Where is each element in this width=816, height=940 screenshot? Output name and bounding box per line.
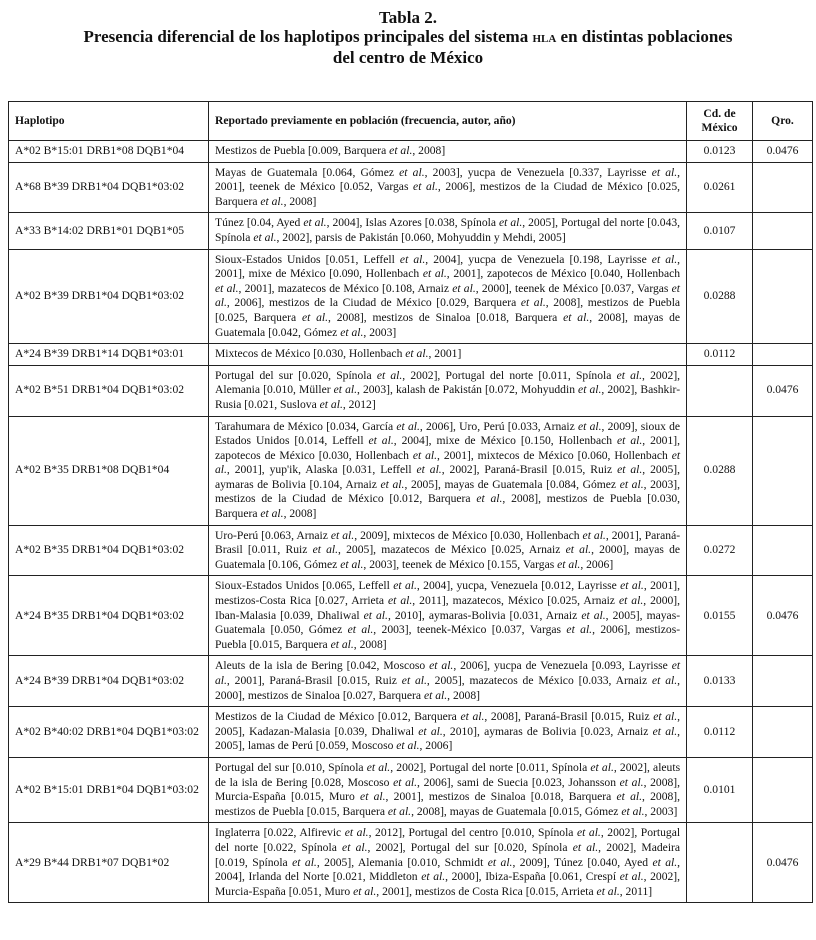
qro-frequency-cell <box>753 344 813 366</box>
header-haplotipo: Haplotipo <box>9 102 209 141</box>
et-al-italic: et al. <box>214 448 681 477</box>
et-al-italic: et al. <box>401 674 427 687</box>
et-al-italic: et al. <box>653 710 678 724</box>
et-al-italic: et al. <box>578 383 602 397</box>
haplotype-cell: A*24 B*39 DRB1*14 DQB1*03:01 <box>9 344 209 366</box>
header-qro: Qro. <box>753 102 813 141</box>
et-al-italic: et al. <box>416 463 442 477</box>
header-cdmx <box>687 102 753 141</box>
haplotype-cell: A*02 B*40:02 DRB1*04 DQB1*03:02 <box>9 707 209 758</box>
header-reportado: Reportado previamente en población (frecuencia, autor, año) <box>208 102 686 141</box>
et-al-italic: et al. <box>520 296 546 310</box>
cdmx-frequency-cell: 0.0112 <box>687 344 753 366</box>
et-al-italic: et al. <box>333 383 357 397</box>
reported-populations-cell: Sioux-Estados Unidos [0.051, Leffell et al., 2004], yucpa de Venezuela [0.198, Layrisse et al., 2001], mixe de México [0.090, Hollenbach et al., 2001], zapotecos de México [0.040, Hollenbach et al., 2001], mazatecos de México [0.108, Arnaiz et al., 2000], teenek de México [0.037, Vargas et al., 2006], mestizos de la Ciudad de México [0.029, Barquera et al., 2008], mestizos de Puebla [0.025, Barquera et al., 2008], mestizos de Sinaloa [0.018, Barquera et al., 2008], mayas de Guatemala [0.042, Gómez et al., 2003] <box>208 249 686 344</box>
header-cdmx-line2: México <box>701 121 738 134</box>
haplotype-cell: A*02 B*35 DRB1*08 DQB1*04 <box>9 416 209 525</box>
haplotype-cell: A*02 B*39 DRB1*04 DQB1*03:02 <box>9 249 209 344</box>
reported-populations-cell: Mestizos de Puebla [0.009, Barquera et al., 2008] <box>208 141 686 163</box>
reported-populations-cell: Uro-Perú [0.063, Arnaiz et al., 2009], mixtecos de México [0.030, Hollenbach et al., 2001], Paraná-Brasil [0.011, Ruiz et al., 2005], mazatecos de México [0.025, Arnaiz et al., 2000], mayas de Guatemala [0.106, Gómez et al., 2003], teenek de México [0.155, Vargas et al., 2006] <box>208 525 686 576</box>
et-al-italic: et al. <box>616 368 643 382</box>
et-al-italic: et al. <box>429 659 454 673</box>
et-al-italic: et al. <box>619 477 644 491</box>
reported-populations-cell: Aleuts de la isla de Bering [0.042, Moscoso et al., 2006], yucpa de Venezuela [0.093, Layrisse et al., 2001], Paraná-Brasil [0.015, Ruiz et al., 2005], mazatecos de México [0.033, Arnaiz et al., 2000], mestizos de Sinaloa [0.027, Barquera et al., 2008] <box>208 656 686 707</box>
et-al-italic: et al. <box>366 760 391 774</box>
table-row <box>9 823 813 903</box>
haplotype-table <box>8 101 813 903</box>
et-al-italic: et al. <box>566 623 593 637</box>
et-al-italic: et al. <box>214 281 239 295</box>
qro-frequency-cell <box>753 757 813 822</box>
table-row <box>9 162 813 213</box>
et-al-italic: et al. <box>590 760 614 774</box>
cdmx-frequency-cell: 0.0107 <box>687 213 753 249</box>
et-al-italic: et al. <box>565 543 592 557</box>
et-al-italic: et al. <box>312 543 339 557</box>
et-al-italic: et al. <box>422 267 447 281</box>
cdmx-frequency-cell: 0.0288 <box>687 416 753 525</box>
header-cdmx-line1: Cd. de <box>703 107 736 120</box>
et-al-italic: et al. <box>292 855 317 869</box>
et-al-italic: et al. <box>652 855 678 869</box>
et-al-italic: et al. <box>368 434 394 448</box>
cdmx-frequency-cell: 0.0101 <box>687 757 753 822</box>
et-al-italic: et al. <box>563 310 590 324</box>
qro-frequency-cell: 0.0476 <box>753 576 813 656</box>
et-al-italic: et al. <box>303 216 327 230</box>
et-al-italic: et al. <box>651 252 678 266</box>
et-al-italic: et al. <box>353 884 377 898</box>
et-al-italic: et al. <box>651 165 678 179</box>
et-al-italic: et al. <box>260 507 284 521</box>
reported-populations-cell: Mestizos de la Ciudad de México [0.012, Barquera et al., 2008], Paraná-Brasil [0.015, Ruiz et al., 2005], Kadazan-Malasia [0.039, Dhaliwal et al., 2010], aymaras de Bolivia [0.023, Arnaiz et al., 2005], lamas de Perú [0.059, Moscoso et al., 2006] <box>208 707 686 758</box>
et-al-italic: et al. <box>396 739 420 753</box>
et-al-italic: et al. <box>393 775 418 789</box>
cdmx-frequency-cell: 0.0155 <box>687 576 753 656</box>
title-text-post: en distintas poblaciones <box>556 27 733 46</box>
qro-frequency-cell: 0.0476 <box>753 141 813 163</box>
haplotype-cell: A*02 B*15:01 DRB1*04 DQB1*03:02 <box>9 757 209 822</box>
et-al-italic: et al. <box>582 528 606 542</box>
reported-populations-cell: Inglaterra [0.022, Alfirevic et al., 2012], Portugal del centro [0.010, Spínola et al., 2002], Portugal del norte [0.022, Spínola et al., 2002], Portugal del sur [0.020, Spínola et al., 2002], Madeira [0.019, Spínola et al., 2005], Alemania [0.010, Schmidt et al., 2009], Túnez [0.040, Ayed et al., 2004], Irlanda del Norte [0.021, Middleton et al., 2000], Ibiza-España [0.061, Crespí et al., 2002], Murcia-España [0.051, Muro et al., 2001], mestizos de Costa Rica [0.015, Arrieta et al., 2011] <box>208 823 686 903</box>
et-al-italic: et al. <box>576 826 601 840</box>
table-row <box>9 213 813 249</box>
et-al-italic: et al. <box>260 194 284 208</box>
table-number: Tabla 2. <box>379 8 437 27</box>
table-row <box>9 416 813 525</box>
et-al-italic: et al. <box>620 579 644 593</box>
table-caption <box>0 0 816 67</box>
et-al-italic: et al. <box>652 674 678 687</box>
cdmx-frequency-cell <box>687 823 753 903</box>
et-al-italic: et al. <box>387 804 412 818</box>
et-al-italic: et al. <box>617 463 643 477</box>
et-al-italic: et al. <box>618 594 644 608</box>
haplotype-cell: A*33 B*14:02 DRB1*01 DQB1*05 <box>9 213 209 249</box>
et-al-italic: et al. <box>421 870 446 884</box>
reported-populations-cell: Mayas de Guatemala [0.064, Gómez et al., 2003], yucpa de Venezuela [0.337, Layrisse et al., 2001], teenek de México [0.052, Vargas et al., 2006], mestizos de la Ciudad de México [0.025, Barquera et al., 2008] <box>208 162 686 213</box>
et-al-italic: et al. <box>619 870 644 884</box>
et-al-italic: et al. <box>412 448 438 462</box>
table-title-line-2: del centro de México <box>332 48 484 67</box>
et-al-italic: et al. <box>253 230 277 244</box>
et-al-italic: et al. <box>652 724 678 738</box>
table-header-row <box>9 102 813 141</box>
et-al-italic: et al. <box>476 492 503 506</box>
table-row <box>9 344 813 366</box>
et-al-italic: et al. <box>214 659 681 687</box>
et-al-italic: et al. <box>214 281 681 310</box>
cdmx-frequency-cell: 0.0112 <box>687 707 753 758</box>
et-al-italic: et al. <box>301 310 329 324</box>
title-text-pre: Presencia diferencial de los haplotipos principales del sistema <box>83 27 533 46</box>
reported-populations-cell: Túnez [0.04, Ayed et al., 2004], Islas Azores [0.038, Spínola et al., 2005], Portugal del norte [0.043, Spínola et al., 2002], parsis de Pakistán [0.060, Mohyuddin y Mehdi, 2005] <box>208 213 686 249</box>
reported-populations-cell: Sioux-Estados Unidos [0.065, Leffell et al., 2004], yucpa, Venezuela [0.012, Layrisse et al., 2001], mestizos-Costa Rica [0.027, Arrieta et al., 2011], mazatecos, México [0.025, Arnaiz et al., 2000], Iban-Malasia [0.039, Dhaliwal et al., 2010], aymaras-Bolivia [0.031, Arnaiz et al., 2005], mayas-Guatemala [0.050, Gómez et al., 2003], teenek-México [0.037, Vargas et al., 2006], mestizos-Puebla [0.015, Barquera et al., 2008] <box>208 576 686 656</box>
et-al-italic: et al. <box>577 419 602 433</box>
et-al-italic: et al. <box>393 579 417 593</box>
et-al-italic: et al. <box>487 855 513 869</box>
table-row <box>9 656 813 707</box>
qro-frequency-cell <box>753 162 813 213</box>
et-al-italic: et al. <box>423 688 448 702</box>
et-al-italic: et al. <box>344 826 369 840</box>
table-title-line-1 <box>0 27 816 48</box>
et-al-italic: et al. <box>616 790 642 804</box>
et-al-italic: et al. <box>389 144 413 157</box>
et-al-italic: et al. <box>330 528 355 542</box>
et-al-italic: et al. <box>619 775 644 789</box>
qro-frequency-cell <box>753 213 813 249</box>
haplotype-cell: A*29 B*44 DRB1*07 DQB1*02 <box>9 823 209 903</box>
et-al-italic: et al. <box>360 790 386 804</box>
haplotype-cell: A*24 B*35 DRB1*04 DQB1*03:02 <box>9 576 209 656</box>
et-al-italic: et al. <box>418 724 443 738</box>
qro-frequency-cell <box>753 249 813 344</box>
et-al-italic: et al. <box>399 252 426 266</box>
reported-populations-cell: Portugal del sur [0.010, Spínola et al., 2002], Portugal del norte [0.011, Spínola et al., 2002], aleuts de la isla de Bering [0.028, Moscoso et al., 2006], sami de Suecia [0.023, Johansson et al., 2008], Murcia-España [0.015, Muro et al., 2001], mestizos de Sinaloa [0.018, Barquera et al., 2008], mestizos de Puebla [0.015, Barquera et al., 2008], mayas de Guatemala [0.015, Gómez et al., 2003] <box>208 757 686 822</box>
et-al-italic: et al. <box>572 840 599 854</box>
haplotype-cell: A*02 B*35 DRB1*04 DQB1*03:02 <box>9 525 209 576</box>
et-al-italic: et al. <box>617 434 643 448</box>
table-row <box>9 141 813 163</box>
et-al-italic: et al. <box>319 397 343 411</box>
et-al-italic: et al. <box>557 557 581 571</box>
et-al-italic: et al. <box>340 557 364 571</box>
table-row <box>9 576 813 656</box>
table-row <box>9 525 813 576</box>
cdmx-frequency-cell <box>687 365 753 416</box>
qro-frequency-cell <box>753 656 813 707</box>
haplotype-cell: A*68 B*39 DRB1*04 DQB1*03:02 <box>9 162 209 213</box>
et-al-italic: et al. <box>399 165 425 179</box>
table-row <box>9 707 813 758</box>
qro-frequency-cell: 0.0476 <box>753 365 813 416</box>
qro-frequency-cell: 0.0476 <box>753 823 813 903</box>
cdmx-frequency-cell: 0.0133 <box>687 656 753 707</box>
title-text-hla: hla <box>532 30 557 46</box>
reported-populations-cell: Tarahumara de México [0.034, García et al., 2006], Uro, Perú [0.033, Arnaiz et al., 2009], sioux de Estados Unidos [0.014, Leffell et al., 2004], mixe de México [0.150, Hollenbach et al., 2001], zapotecos de México [0.030, Hollenbach et al., 2001], mixtecos de México [0.060, Hollenbach et al., 2001], yup'ik, Alaska [0.031, Leffell et al., 2002], Paraná-Brasil [0.015, Ruiz et al., 2005], aymaras de Bolivia [0.104, Arnaiz et al., 2005], mayas de Guatemala [0.084, Gómez et al., 2003], mestizos de la Ciudad de México [0.012, Barquera et al., 2008], mestizos de Puebla [0.030, Barquera et al., 2008] <box>208 416 686 525</box>
et-al-italic: et al. <box>460 710 485 724</box>
et-al-italic: et al. <box>413 180 438 194</box>
haplotype-cell: A*24 B*39 DRB1*04 DQB1*03:02 <box>9 656 209 707</box>
et-al-italic: et al. <box>340 325 364 339</box>
et-al-italic: et al. <box>405 347 429 361</box>
haplotype-cell: A*02 B*51 DRB1*04 DQB1*03:02 <box>9 365 209 416</box>
et-al-italic: et al. <box>596 884 620 898</box>
et-al-italic: et al. <box>452 281 476 295</box>
reported-populations-cell: Portugal del sur [0.020, Spínola et al., 2002], Portugal del norte [0.011, Spínola et al., 2002], Alemania [0.010, Müller et al., 2003], kalash de Pakistán [0.072, Mohyuddin et al., 2002], Bashkir-Rusia [0.021, Suslova et al., 2012] <box>208 365 686 416</box>
et-al-italic: et al. <box>330 637 354 651</box>
et-al-italic: et al. <box>396 419 420 433</box>
et-al-italic: et al. <box>388 594 413 608</box>
et-al-italic: et al. <box>380 477 405 491</box>
table-body <box>9 141 813 903</box>
et-al-italic: et al. <box>621 804 645 818</box>
table-row <box>9 365 813 416</box>
et-al-italic: et al. <box>376 368 403 382</box>
reported-populations-cell: Mixtecos de México [0.030, Hollenbach et al., 2001] <box>208 344 686 366</box>
qro-frequency-cell <box>753 416 813 525</box>
cdmx-frequency-cell: 0.0288 <box>687 249 753 344</box>
qro-frequency-cell <box>753 525 813 576</box>
et-al-italic: et al. <box>363 608 388 622</box>
cdmx-frequency-cell: 0.0261 <box>687 162 753 213</box>
qro-frequency-cell <box>753 707 813 758</box>
table-row <box>9 757 813 822</box>
et-al-italic: et al. <box>342 840 368 854</box>
et-al-italic: et al. <box>498 216 523 230</box>
cdmx-frequency-cell: 0.0123 <box>687 141 753 163</box>
haplotype-cell: A*02 B*15:01 DRB1*08 DQB1*04 <box>9 141 209 163</box>
cdmx-frequency-cell: 0.0272 <box>687 525 753 576</box>
table-row <box>9 249 813 344</box>
et-al-italic: et al. <box>347 623 374 637</box>
et-al-italic: et al. <box>581 608 606 622</box>
